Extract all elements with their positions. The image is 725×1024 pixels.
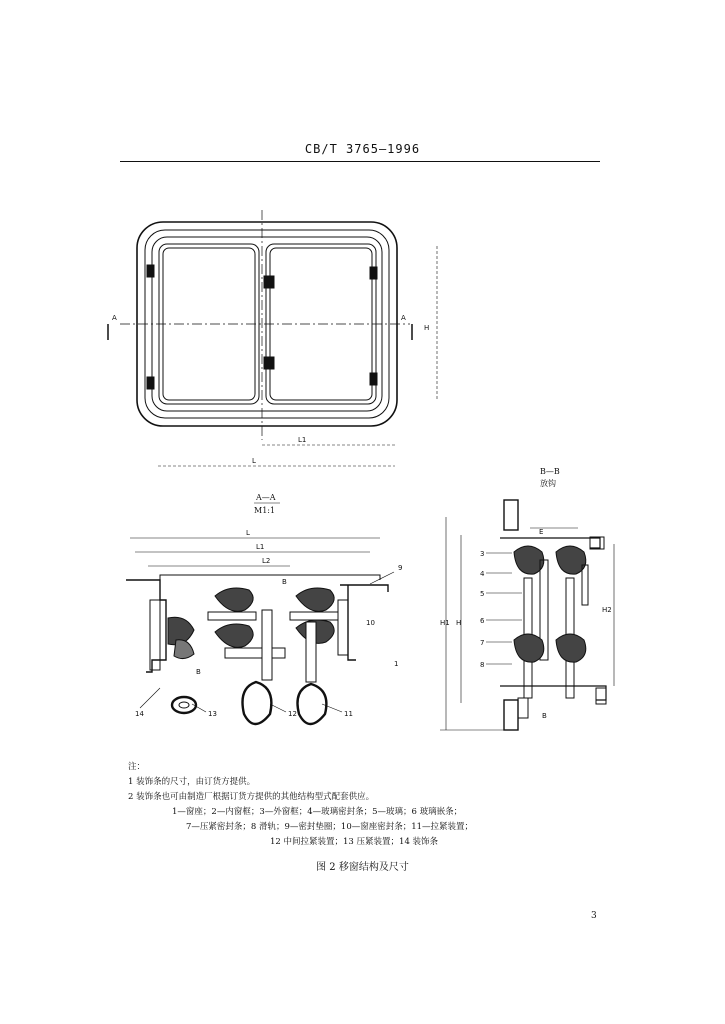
- notes-block: [128, 760, 598, 850]
- svg-text:B: B: [282, 578, 287, 586]
- section-aa-drawing: [126, 493, 402, 724]
- svg-text:E: E: [539, 528, 544, 536]
- svg-text:B: B: [196, 668, 201, 676]
- section-aa-scale: M1:1: [254, 506, 276, 515]
- svg-text:13: 13: [208, 710, 217, 718]
- svg-text:4: 4: [480, 570, 485, 578]
- window-front-elevation: [108, 210, 437, 466]
- legend-line-1: 1—窗座；2—内窗框；3—外窗框；4—玻璃密封条；5—玻璃；6 玻璃嵌条；: [172, 807, 463, 817]
- svg-text:L: L: [246, 529, 250, 537]
- svg-text:L1: L1: [298, 436, 307, 444]
- svg-text:H1: H1: [440, 619, 450, 627]
- svg-text:12: 12: [288, 710, 297, 718]
- legend-line-3: 12 中间拉紧装置；13 压紧装置；14 装饰条: [270, 837, 439, 847]
- svg-text:7: 7: [480, 639, 485, 647]
- svg-text:6: 6: [480, 617, 485, 625]
- standard-number-header: CB/T 3765—1996: [304, 142, 421, 156]
- svg-text:3: 3: [480, 550, 485, 558]
- svg-text:L: L: [252, 457, 256, 465]
- page-number: 3: [591, 911, 597, 921]
- svg-text:B: B: [542, 712, 547, 720]
- note-item-1: 1 装饰条的尺寸，由订货方提供。: [128, 777, 256, 787]
- section-bb-drawing: [440, 467, 614, 730]
- notes-heading: 注：: [128, 762, 146, 772]
- note-item-2: 2 装饰条也可由制造厂根据订货方提供的其他结构型式配套供应。: [128, 792, 375, 802]
- section-aa-title: A—A: [256, 493, 276, 502]
- svg-text:H2: H2: [602, 606, 612, 614]
- svg-text:1: 1: [394, 660, 399, 668]
- svg-text:8: 8: [480, 661, 485, 669]
- svg-text:H: H: [424, 324, 430, 332]
- svg-text:5: 5: [480, 590, 485, 598]
- svg-text:9: 9: [398, 564, 403, 572]
- figure-caption: 图 2 移窗结构及尺寸: [316, 862, 409, 873]
- svg-text:A: A: [401, 314, 406, 322]
- svg-text:14: 14: [135, 710, 144, 718]
- svg-text:10: 10: [366, 619, 375, 627]
- svg-text:A: A: [112, 314, 117, 322]
- svg-text:H: H: [456, 619, 462, 627]
- section-bb-title: B—B: [540, 467, 560, 476]
- svg-text:11: 11: [344, 710, 353, 718]
- svg-text:L1: L1: [256, 543, 265, 551]
- svg-text:L2: L2: [262, 557, 271, 565]
- legend-line-2: 7—压紧密封条；8 滑轨；9—密封垫圈；10—窗座密封条；11—拉紧装置；: [186, 822, 474, 832]
- section-bb-subtitle: 放钩: [540, 479, 556, 488]
